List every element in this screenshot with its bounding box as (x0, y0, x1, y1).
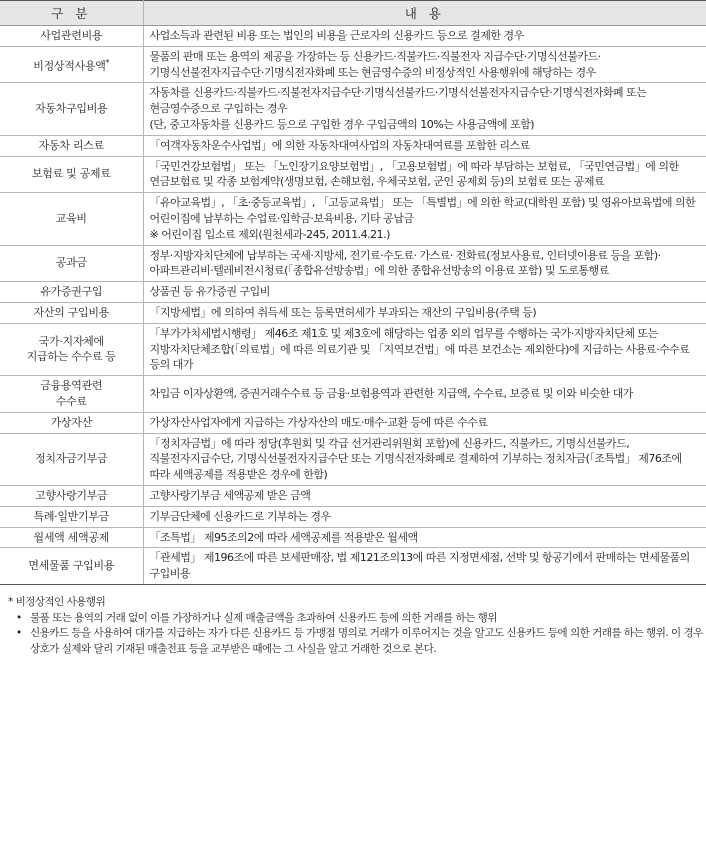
table-row (0, 376, 706, 413)
row-content (143, 323, 706, 375)
row-content (143, 193, 706, 245)
footnote-item (8, 626, 706, 656)
row-content (143, 412, 706, 433)
footnote-text: 물품 또는 용역의 거래 없이 이를 가장하거나 실제 매출금액을 초과하여 신용카드 등에 의한 거래를 하는 행위 (30, 612, 497, 625)
category-text: 자동차구입비용 (35, 102, 108, 116)
table-row (0, 156, 706, 193)
row-category (0, 156, 143, 193)
row-category (0, 323, 143, 375)
table-row (0, 193, 706, 245)
row-category (0, 193, 143, 245)
table-row (0, 527, 706, 548)
category-text: 월세액 세액공제 (33, 530, 109, 544)
row-content (143, 245, 706, 282)
row-content (143, 83, 706, 135)
bullet-icon: • (16, 627, 22, 640)
category-text: 고향사랑기부금 (35, 488, 108, 502)
category-text: 지급하는 수수료 등 (26, 350, 116, 364)
table-row (0, 302, 706, 323)
category-text: 국가·지자체에 (38, 334, 104, 348)
category-text: 정치자금기부금 (35, 452, 108, 466)
row-content (143, 527, 706, 548)
content-text: 「유아교육법」, 「초·중등교육법」, 「고등교육법」 또는 「특별법」에 의한 학교(대학원 포함) 및 영유아보육법에 의한 어린이집에 납부하는 수업료·입학금·보육비용, 기타 공납금 (149, 196, 696, 225)
table-row (0, 26, 706, 47)
row-content (143, 302, 706, 323)
category-text: 특례·일반기부금 (33, 509, 109, 523)
row-category (0, 26, 143, 47)
row-content (143, 548, 706, 585)
category-text: 금융용역관련 (40, 379, 103, 393)
category-text: 공과금 (55, 256, 87, 270)
category-text: 자산의 구입비용 (33, 305, 109, 319)
row-category (0, 527, 143, 548)
content-text: 「지방세법」에 의하여 취득세 또는 등록면허세가 부과되는 재산의 구입비용(주택 등) (149, 305, 537, 319)
content-text: 차입금 이자상환액, 증권거래수수료 등 금융·보험용역과 관련한 지급액, 수수료, 보증료 및 이와 비슷한 대가 (149, 387, 633, 401)
table-row (0, 46, 706, 83)
row-content (143, 485, 706, 506)
footnote-title: * 비정상적인 사용행위 (8, 595, 106, 608)
row-category (0, 485, 143, 506)
content-text: 고향사랑기부금 세액공제 받은 금액 (149, 488, 311, 502)
header-content: 내 용 (143, 1, 706, 26)
content-text: 「관세법」 제196조에 따른 보세판매장, 법 제121조의13에 따른 지정면세점, 선박 및 항공기에서 판매하는 면세물품의 구입비용 (149, 551, 690, 581)
table-row (0, 548, 706, 585)
row-category (0, 135, 143, 156)
row-content (143, 135, 706, 156)
content-text: 기부금단체에 신용카드로 기부하는 경우 (149, 509, 331, 523)
table-row (0, 412, 706, 433)
row-content (143, 282, 706, 303)
footnotes (0, 595, 706, 657)
table-row (0, 83, 706, 135)
category-text: 사업관련비용 (40, 29, 103, 42)
content-text: 「부가가치세법시행령」 제46조 제1호 및 제3호에 해당하는 업종 외의 업무를 수행하는 국가·지방자치단체 또는 지방자치단체조합(「의료법」에 따른 의료기관 및 「지역보건법」에 따른 보건소는 제외한다)에 지급하는 사용료·수수료 등의 대가 (149, 326, 690, 372)
content-text: 가상자산사업자에게 지급하는 가상자산의 매도·매수·교환 등에 따른 수수료 (149, 415, 488, 429)
table-row (0, 485, 706, 506)
table-row (0, 433, 706, 485)
row-content (143, 506, 706, 527)
content-text: 「여객자동차운수사업법」에 의한 자동차대여사업의 자동차대여료를 포함한 리스료 (149, 138, 530, 152)
row-category (0, 433, 143, 485)
category-text: 교육비 (55, 211, 87, 225)
row-content (143, 156, 706, 193)
table-row (0, 245, 706, 282)
footnote-item (8, 611, 706, 626)
category-text: 수수료 (55, 394, 87, 408)
content-text: 상품권 등 유가증권 구입비 (149, 285, 270, 299)
category-text: 자동차 리스료 (38, 138, 104, 152)
row-content (143, 376, 706, 413)
category-text: 가상자산 (50, 415, 92, 429)
bullet-icon: • (16, 612, 22, 625)
row-category (0, 282, 143, 303)
row-content (143, 433, 706, 485)
table-row (0, 506, 706, 527)
row-category (0, 548, 143, 585)
row-content (143, 46, 706, 83)
row-category (0, 46, 143, 83)
row-category (0, 245, 143, 282)
category-text: 면세물품 구입비용 (28, 559, 115, 573)
table-row (0, 135, 706, 156)
footnote-mark: * (105, 57, 110, 67)
content-text: 사업소득과 관련된 비용 또는 법인의 비용을 근로자의 신용카드 등으로 결제한 경우 (149, 29, 524, 42)
content-text: 「정치자금법」에 따라 정당(후원회 및 각급 선거관리위원회 포함)에 신용카드, 직불카드, 기명식선불카드, 직불전자지급수단, 기명식선불전자지급수단 또는 기명식전자화폐로 결제하여 기부하는 정치자금(「조특법」 제76조에 따라 세액공제를 적용받은 경우에 한함) (149, 436, 682, 482)
content-text: 자동차를 신용카드·직불카드·직불전자지급수단·기명식선불카드·기명식선불전자지급수단·기명식전자화폐 또는 현금영수증으로 구입하는 경우 (149, 86, 647, 116)
content-text: 물품의 판매 또는 용역의 제공을 가장하는 등 신용카드·직불카드·직불전자 지급수단·기명식선불카드·기명식선불전자지급수단·기명식전자화폐 또는 현금영수증의 비정상적인 사용행위에 해당하는 경우 (149, 49, 601, 79)
table-header-row (0, 1, 706, 26)
content-text: 「조특법」 제95조의2에 따라 세액공제를 적용받은 월세액 (149, 530, 418, 544)
table-row (0, 323, 706, 375)
category-text: 비정상적사용액 (33, 59, 106, 73)
row-category (0, 506, 143, 527)
table-row (0, 282, 706, 303)
category-text: 유가증권구입 (40, 285, 103, 299)
row-category (0, 376, 143, 413)
header-category: 구 분 (0, 1, 143, 26)
footnote-text: 신용카드 등을 사용하여 대가를 지급하는 자가 다른 신용카드 등 가맹점 명의로 거래가 이루어지는 것을 알고도 신용카드 등에 의한 거래를 하는 행위. 이 경우 상호가 실제와 달리 기재된 매출전표 등을 교부받은 때에는 그 사실을 알고 거래한 것으로 본다. (30, 627, 703, 655)
row-category (0, 412, 143, 433)
content-text: ※ 어린이집 입소료 제외(원천세과-245, 2011.4.21.) (149, 227, 390, 241)
content-text: 「국민건강보험법」 또는 「노인장기요양보험법」, 「고용보험법」에 따라 부담하는 보험료, 「국민연금법」에 의한 연금보험료 및 각종 보험계약(생명보험, 손해보험, 우체국보험, 군인 공제회 등)의 보험료 또는 공제료 (149, 159, 679, 189)
row-content (143, 26, 706, 47)
table-body (0, 26, 706, 585)
category-text: 보험료 및 공제료 (31, 167, 111, 181)
content-text: (단, 중고자동차를 신용카드 등으로 구입한 경우 구입금액의 10%는 사용금액에 포함) (149, 117, 535, 131)
content-text: 정부·지방자치단체에 납부하는 국세·지방세, 전기료·수도료· 가스료· 전화료(정보사용료, 인터넷이용료 등을 포함)·아파트관리비·텔레비전시청료(「종합유선방송법」에 의한 종합유선방송의 이용료 포함) 및 도로통행료 (149, 248, 661, 278)
row-category (0, 83, 143, 135)
row-category (0, 302, 143, 323)
